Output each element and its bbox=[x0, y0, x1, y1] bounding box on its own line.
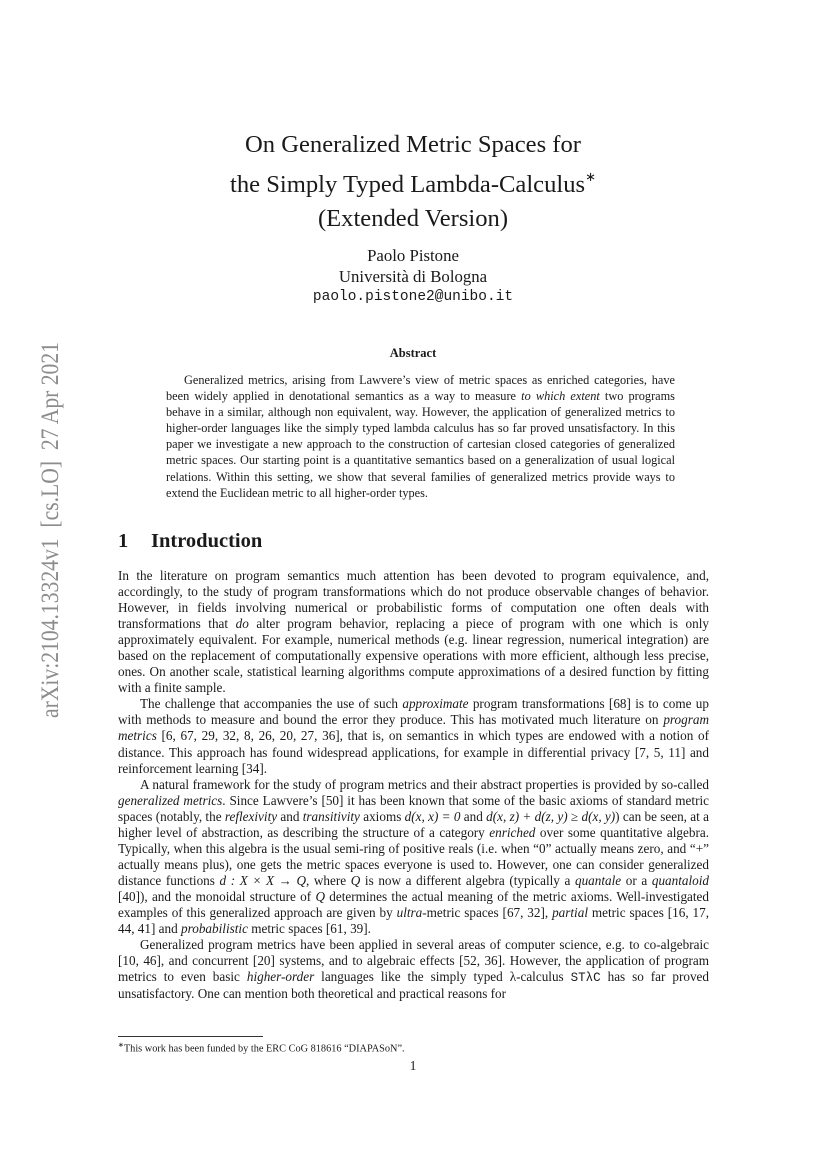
section-number: 1 bbox=[118, 530, 129, 552]
footnote-rule bbox=[118, 1036, 263, 1037]
intro-body bbox=[118, 568, 709, 1002]
footnote-marker: ∗ bbox=[118, 1041, 124, 1049]
footnote-text: This work has been funded by the ERC CoG 818616 “DIAPASoN”. bbox=[123, 1043, 405, 1055]
paragraph: The challenge that accompanies the use of such approximate program transformations [68] is to come up with methods to measure and bound the error they produce. This has motivated much literature on program metrics [6, 67, 29, 32, 8, 26, 20, 27, 36], that is, on semantics in which types are endowed with a notion of distance. This approach has found widespread applications, for example in differential privacy [7, 5, 11] and reinforcement learning [34]. bbox=[118, 696, 709, 776]
author-name: Paolo Pistone bbox=[367, 246, 459, 265]
abstract-heading: Abstract bbox=[389, 346, 437, 360]
paragraph: In the literature on program semantics much attention has been devoted to program equivalence, and, accordingly, to the study of program transformations which do not produce observable changes of behavior. However, in fields involving numerical or probabilistic forms of computation one often deals with transformations that do alter program behavior, replacing a piece of program with one which is only approximately equivalent. For example, numerical methods (e.g. linear regression, numerical integration) are based on the replacement of computationally expensive operations with more efficient, although less precise, ones. On another scale, statistical learning algorithms compute approximations of a desired function by fitting with a finite sample. bbox=[118, 568, 710, 696]
author-block bbox=[120, 245, 706, 308]
abstract-body: Generalized metrics, arising from Lawvere’s view of metric spaces as enriched categories, have been widely applied in denotational semantics as a way to measure to which extent two programs behave in a similar, although non equivalent, way. However, the application of generalized metrics to higher-order languages like the simply typed lambda calculus has so far proved unsatisfactory. In this paper we investigate a new approach to the construction of cartesian closed categories of generalized metric spaces. Our starting point is a quantitative semantics based on a generalization of usual logical relations. Within this setting, we show that several families of generalized metrics provide ways to extend the Euclidean metric to all higher-order types. bbox=[166, 373, 675, 500]
section-title: Introduction bbox=[151, 530, 263, 552]
title-line-2: the Simply Typed Lambda-Calculus∗ bbox=[230, 169, 596, 199]
title-line-1: On Generalized Metric Spaces for bbox=[245, 131, 581, 158]
paragraph: Generalized program metrics have been applied in several areas of computer science, e.g. to co-algebraic [10, 46], and concurrent [20] systems, and to algebraic effects [52, 36]. However, the application of program metrics to even basic higher-order languages like the simply typed λ-calculus STλC has so far proved unsatisfactory. One can mention both theoretical and practical reasons for bbox=[118, 937, 709, 1002]
formula: d : X × X → Q bbox=[219, 872, 306, 888]
author-email[interactable]: paolo.pistone2@unibo.it bbox=[312, 289, 514, 305]
title-footnote-marker: ∗ bbox=[585, 169, 596, 184]
formula: d(x, z) + d(z, y) ≥ d(x, y) bbox=[486, 808, 616, 824]
footnote bbox=[118, 1041, 405, 1054]
paragraph: A natural framework for the study of program metrics and their abstract properties is provided by so-called generalized metrics. Since Lawvere’s [50] it has been known that some of the basic axioms of standard metric spaces (notably, the reflexivity and transitivity axioms d(x, x) = 0 and d(x, z) + d(z, y) ≥ d(x, y)) can be seen, at a higher level of abstraction, as describing the structure of a category enriched over some quantitative algebra. Typically, when this algebra is the usual semi-ring of positive reals (i.e. when “0” actually means zero, and “+” actually means plus), one gets the metric spaces everyone is used to. However, one can consider generalized distance functions d : X × X → Q, where Q is now a different algebra (typically a quantale or a quantaloid [40]), and the monoidal structure of Q determines the actual meaning of the metric axioms. Well-investigated examples of this generalized approach are given by ultra-metric spaces [67, 32], partial metric spaces [16, 17, 44, 41] and probabilistic metric spaces [61, 39]. bbox=[118, 776, 710, 937]
formula: d(x, x) = 0 bbox=[404, 808, 461, 824]
section-heading bbox=[118, 530, 262, 553]
stlc-mono: STλC bbox=[570, 971, 601, 986]
paper-title bbox=[120, 128, 706, 236]
page-number: 1 bbox=[409, 1058, 417, 1073]
title-line-3: (Extended Version) bbox=[317, 205, 509, 233]
arxiv-stamp-text: arXiv:2104.13324v1 [cs.LO] 27 Apr 2021 bbox=[35, 340, 64, 718]
author-affiliation: Università di Bologna bbox=[338, 267, 488, 286]
arxiv-stamp bbox=[14, 340, 74, 720]
